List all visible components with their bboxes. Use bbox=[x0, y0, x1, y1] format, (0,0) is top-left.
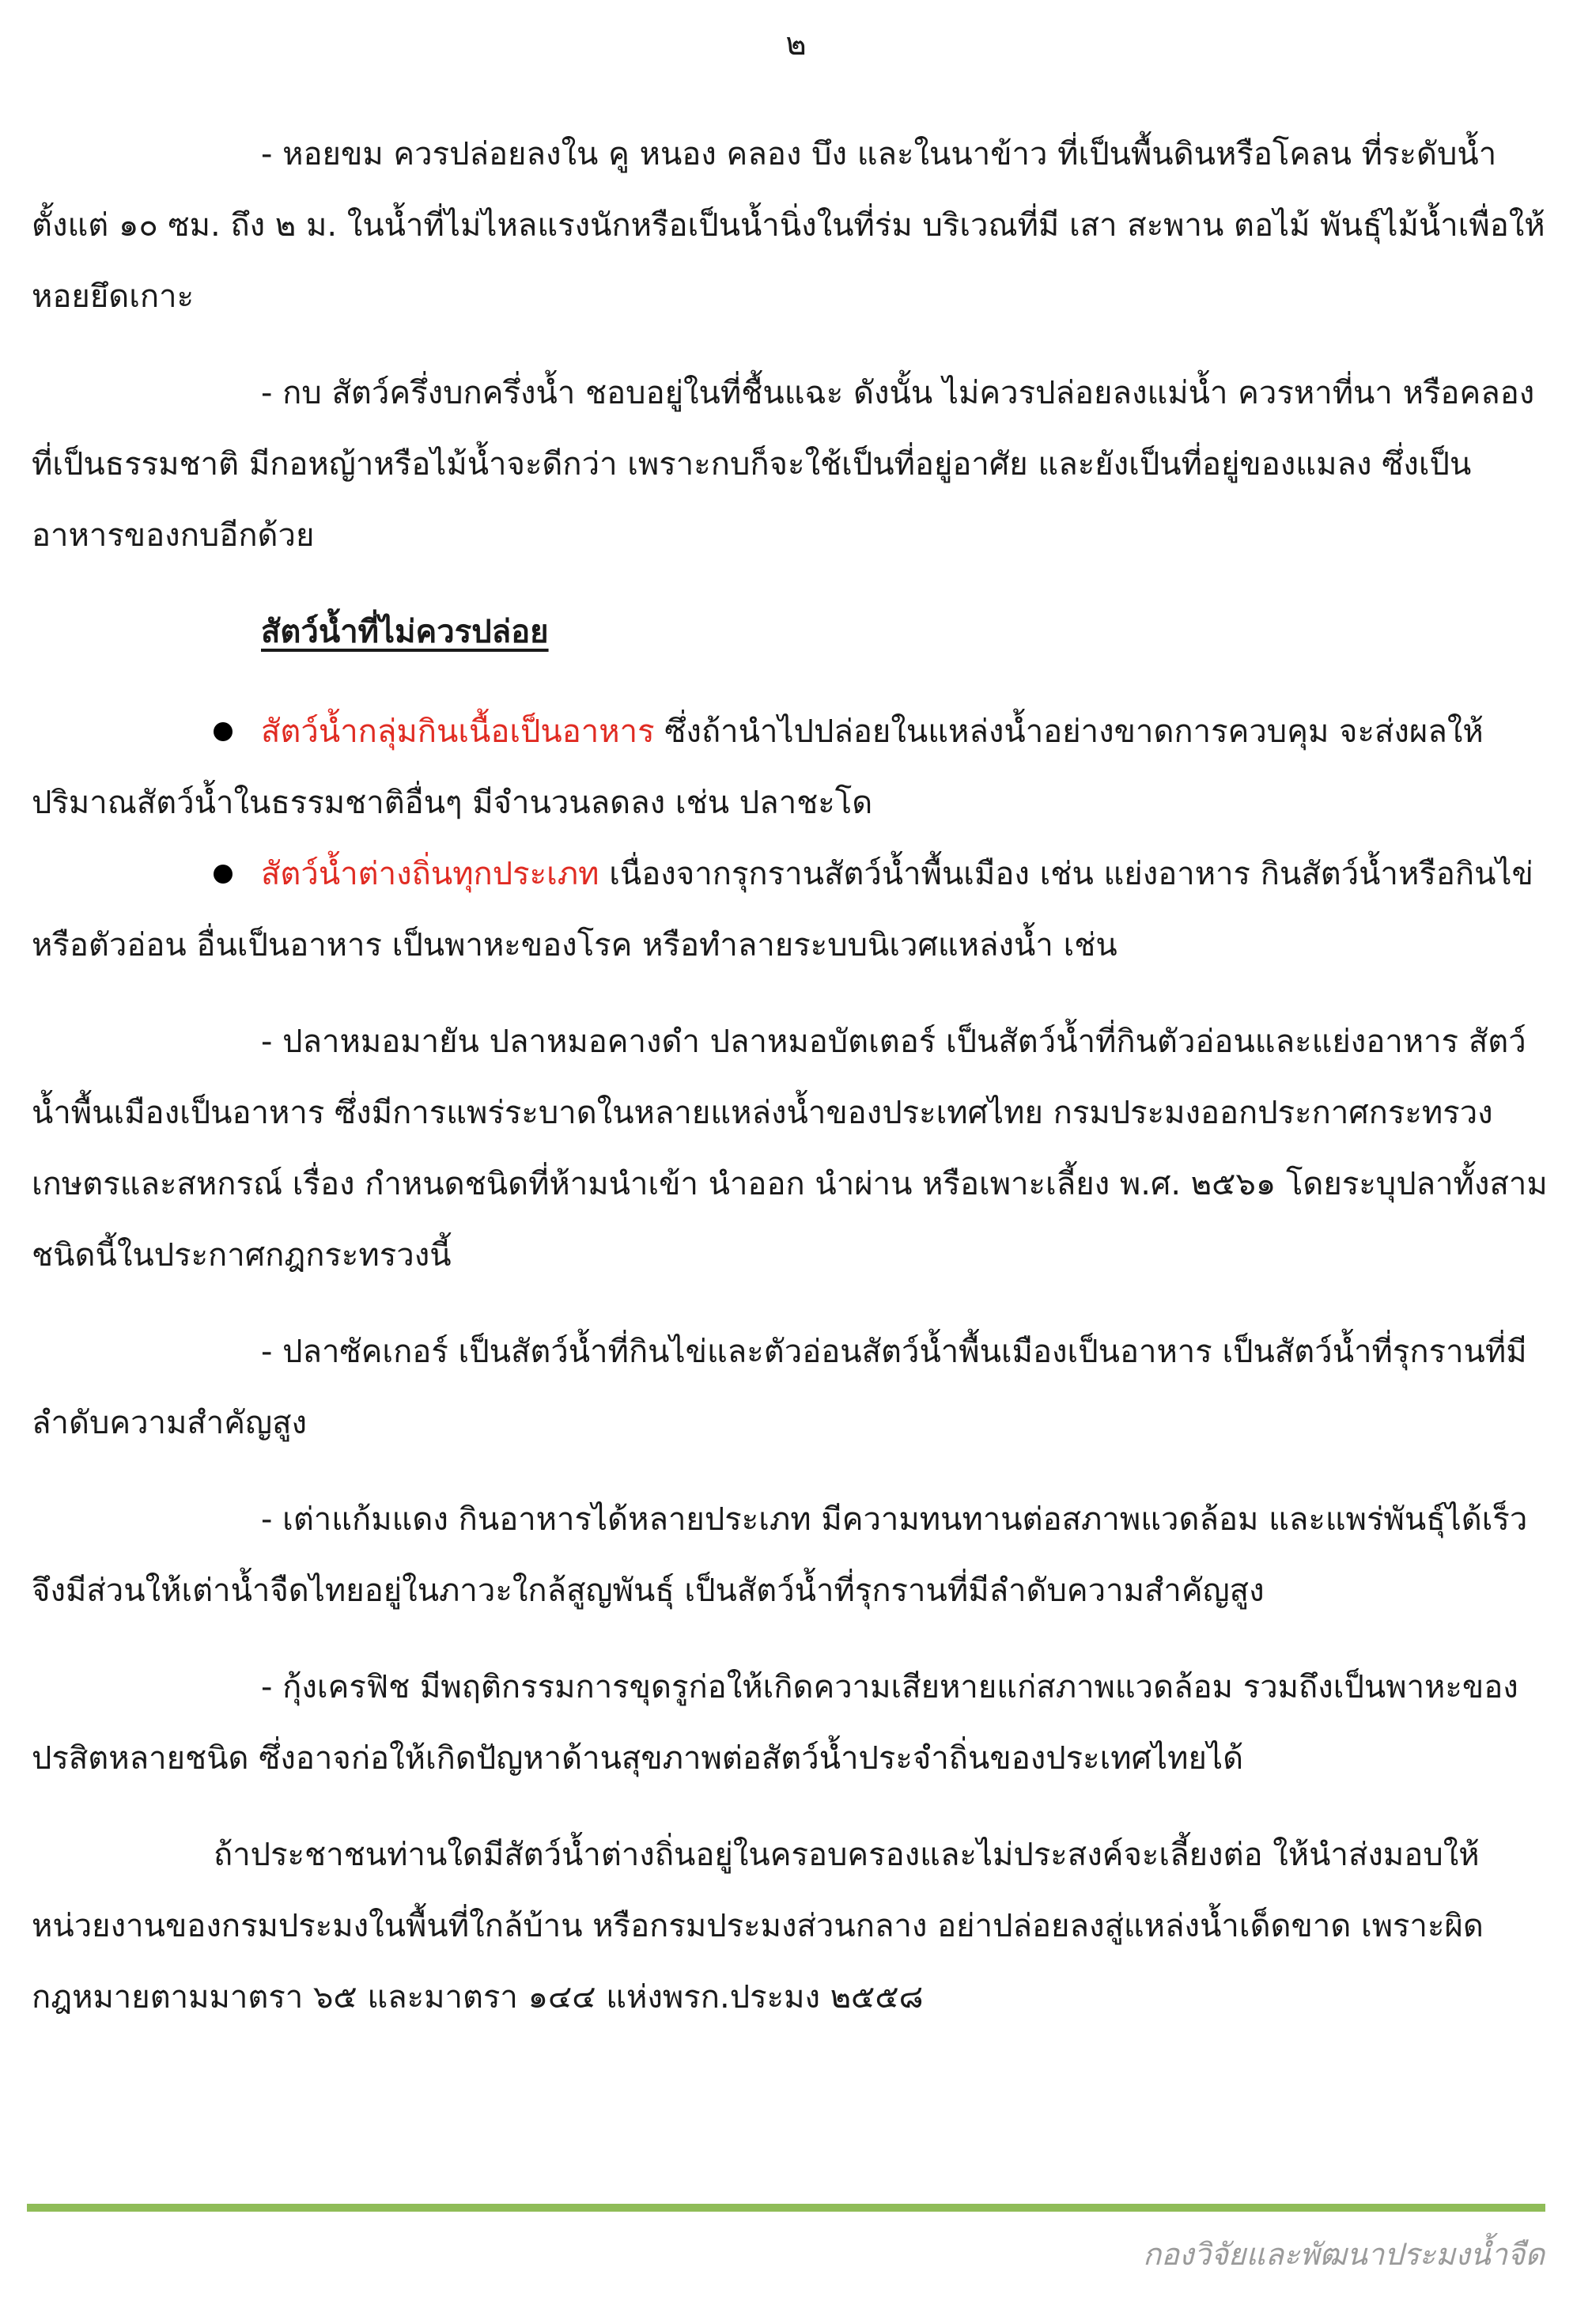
footer-divider bbox=[27, 2204, 1545, 2212]
sucker-paragraph: - ปลาซัคเกอร์ เป็นสัตว์น้ำที่กินไข่และตัวอ่อนสัตว์น้ำพื้นเมืองเป็นอาหาร เป็นสัตว์น้ำที่รุกรานที่มีลำดับความสำคัญสูง bbox=[32, 1334, 1527, 1441]
bullet-text: เนื่องจากรุกรานสัตว์น้ำพื้นเมือง เช่น แย่งอาหาร กินสัตว์น้ำหรือกินไข่หรือตัวอ่อน อื่นเป็นอาหาร เป็นพาหะของโรค หรือทำลายระบบนิเวศแหล่งน้ำ เช่น bbox=[32, 856, 1533, 963]
bullet-dot-icon bbox=[214, 865, 233, 884]
snail-paragraph: - หอยขม ควรปล่อยลงใน คู หนอง คลอง บึง และในนาข้าว ที่เป็นพื้นดินหรือโคลน ที่ระดับน้ำตั้งแต่ ๑๐ ซม. ถึง ๒ ม. ในน้ำที่ไม่ไหลแรงนักหรือเป็นน้ำนิ่งในที่ร่ม บริเวณที่มี เสา สะพาน ตอไม้ พันธุ์ไม้น้ำเพื่อให้หอยยึดเกาะ bbox=[32, 136, 1545, 315]
bullet-text: ซึ่งถ้านำไปปล่อยในแหล่งน้ำอย่างขาดการควบคุม จะส่งผลให้ปริมาณสัตว์น้ำในธรรมชาติอื่นๆ มีจำนวนลดลง เช่น ปลาชะโด bbox=[32, 713, 1484, 821]
cichlid-paragraph: - ปลาหมอมายัน ปลาหมอคางดำ ปลาหมอบัตเตอร์ เป็นสัตว์น้ำที่กินตัวอ่อนและแย่งอาหาร สัตว์น้ำพื้นเมืองเป็นอาหาร ซึ่งมีการแพร่ระบาดในหลายแหล่งน้ำของประเทศไทย กรมประมงออกประกาศกระทรวงเกษตรและสหกรณ์ เรื่อง กำหนดชนิดที่ห้ามนำเข้า นำออก นำผ่าน หรือเพาะเลี้ยง พ.ศ. ๒๕๖๑ โดยระบุปลาทั้งสามชนิดนี้ในประกาศกฎกระทรวงนี้ bbox=[32, 1024, 1548, 1274]
page-number: ๒ bbox=[785, 26, 807, 62]
section-heading: สัตว์น้ำที่ไม่ควรปล่อย bbox=[261, 614, 549, 650]
bullet-dot-icon bbox=[214, 722, 233, 741]
conclusion-paragraph: ถ้าประชาชนท่านใดมีสัตว์น้ำต่างถิ่นอยู่ในครอบครองและไม่ประสงค์จะเลี้ยงต่อ ให้นำส่งมอบให้หน่วยงานของกรมประมงในพื้นที่ใกล้บ้าน หรือกรมประมงส่วนกลาง อย่าปล่อยลงสู่แหล่งน้ำเด็ดขาด เพราะผิดกฎหมายตามมาตรา ๖๕ และมาตรา ๑๔๔ แห่งพรก.ประมง ๒๕๕๘ bbox=[32, 1837, 1484, 2016]
bullet-item bbox=[32, 696, 1550, 838]
crayfish-paragraph: - กุ้งเครฟิช มีพฤติกรรมการขุดรูก่อให้เกิดความเสียหายแก่สภาพแวดล้อม รวมถึงเป็นพาหะของปรสิตหลายชนิด ซึ่งอาจก่อให้เกิดปัญหาด้านสุขภาพต่อสัตว์น้ำประจำถิ่นของประเทศไทยได้ bbox=[32, 1669, 1518, 1777]
turtle-paragraph: - เต่าแก้มแดง กินอาหารได้หลายประเภท มีความทนทานต่อสภาพแวดล้อม และแพร่พันธุ์ได้เร็ว จึงมีส่วนให้เต่าน้ำจืดไทยอยู่ในภาวะใกล้สูญพันธุ์ เป็นสัตว์น้ำที่รุกรานที่มีลำดับความสำคัญสูง bbox=[32, 1501, 1528, 1609]
footer-organization: กองวิจัยและพัฒนาประมงน้ำจืด bbox=[1143, 2237, 1545, 2272]
bullet-label: สัตว์น้ำกลุ่มกินเนื้อเป็นอาหาร bbox=[261, 713, 655, 750]
bullet-label: สัตว์น้ำต่างถิ่นทุกประเภท bbox=[261, 856, 599, 892]
document-body bbox=[32, 119, 1550, 2058]
frog-paragraph: - กบ สัตว์ครึ่งบกครึ่งน้ำ ชอบอยู่ในที่ชื้นแฉะ ดังนั้น ไม่ควรปล่อยลงแม่น้ำ ควรหาที่นา หรือคลองที่เป็นธรรมชาติ มีกอหญ้าหรือไม้น้ำจะดีกว่า เพราะกบก็จะใช้เป็นที่อยู่อาศัย และยังเป็นที่อยู่ของแมลง ซึ่งเป็นอาหารของกบอีกด้วย bbox=[32, 375, 1535, 554]
bullet-item bbox=[32, 838, 1550, 981]
